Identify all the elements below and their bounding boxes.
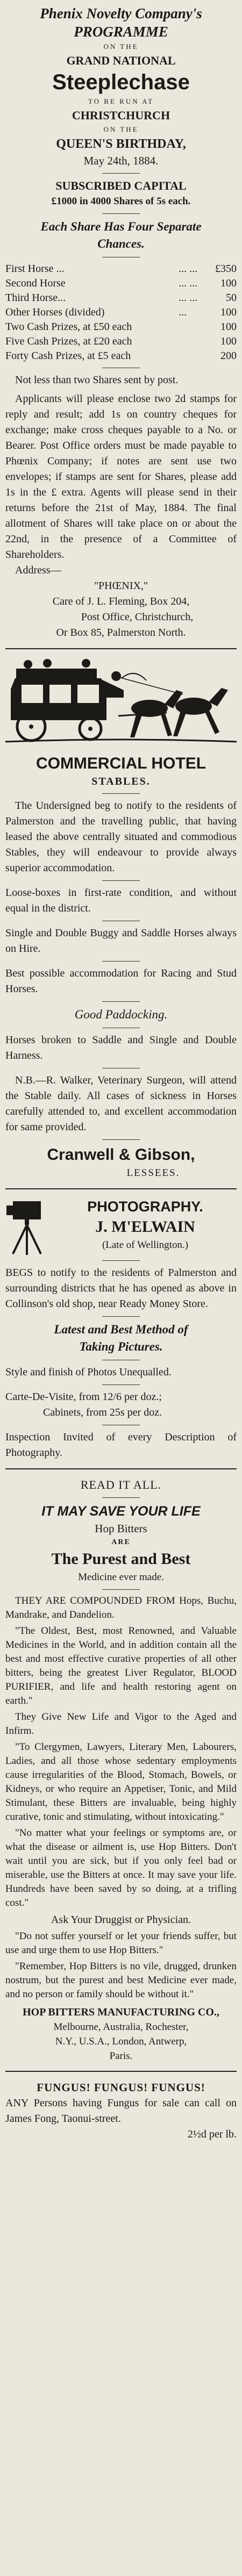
occasion: QUEEN'S BIRTHDAY, (56, 137, 186, 151)
hotel-body: The Undersigned beg to notify to the residents of Palmerston and the travelling public, that having leased the above centrally situated and commodious Stables, they will endeavour to provide always superior accommodation. (5, 800, 237, 874)
newspaper-column (5, 0, 237, 2142)
photographer-late: (Late of Wellington.) (102, 1239, 189, 1251)
fungus-body: ANY Persons having Fungus for sale can call on James Fong, Taonui-street. (5, 2097, 237, 2125)
table-row: Other Horses (divided) ... 100 (5, 306, 237, 318)
chances-line-2: Chances. (97, 237, 145, 250)
hop-read: READ IT ALL. (80, 1478, 162, 1491)
hotel-stables-advert (5, 657, 237, 1181)
photo-titles (54, 1197, 237, 1253)
section-divider (5, 2071, 237, 2072)
hop-clergymen: "To Clergymen, Lawyers, Literary Men, Labourers, Ladies, and all those whose sedentary employments cause irregularities of the Blood, Stomach, Bowels, or Kidneys, or who require an Appetiser, Tonic, and Mild Stimulant, these Bitters are invaluable, being highly curative, tonic and stimulating, without intoxicating." (5, 1741, 237, 1822)
event-name: GRAND NATIONAL (66, 54, 176, 67)
capital-text: £1000 in 4000 Shares of 5s each. (51, 196, 191, 207)
table-row: Forty Cash Prizes, at £5 each 200 (5, 350, 237, 362)
divider (102, 880, 140, 881)
race-date: May 24th, 1884. (83, 154, 159, 167)
prize-table (5, 262, 237, 363)
fungus-advert (5, 2079, 237, 2142)
divider (102, 1001, 140, 1002)
address-line-2: Post Office, Christchurch, (81, 611, 194, 623)
run-at-label: TO BE RUN AT (88, 97, 154, 105)
on-the-label: ON THE (103, 42, 139, 51)
capital-heading: SUBSCRIBED CAPITAL (55, 179, 187, 192)
photo-inspection: Inspection Invited of every Description of Photography. (5, 1431, 237, 1459)
on-the-label-2: ON THE (103, 125, 139, 133)
divider (102, 1139, 140, 1140)
divider (102, 1260, 140, 1261)
address-label: Address— (15, 564, 61, 576)
table-row: Third Horse... ... ... 50 (5, 292, 237, 304)
divider (102, 1384, 140, 1385)
programme-advert (5, 4, 237, 641)
photo-method-2: Taking Pictures. (79, 1340, 163, 1353)
chances-line-1: Each Share Has Four Separate (40, 220, 202, 233)
photo-carte: Carte-De-Visite, from 12/6 per doz.; (5, 1391, 162, 1403)
divider (102, 1316, 140, 1317)
hotel-lessees: LESSEES. (126, 1167, 180, 1179)
hop-compounded: THEY ARE COMPOUNDED FROM Hops, Buchu, Mandrake, and Dandelion. (5, 1595, 237, 1620)
company-name: Phenix Novelty Company's (40, 5, 202, 21)
address-name: "PHŒNIX," (94, 580, 148, 592)
address-line-3: Or Box 85, Palmerston North. (56, 627, 186, 638)
shares-note: Not less than two Shares sent by post. (15, 374, 179, 386)
hotel-broken: Horses broken to Saddle and Single and Double Harness. (5, 1034, 237, 1061)
photo-cabinets: Cabinets, from 25s per doz. (43, 1407, 162, 1418)
hop-cities-2: N.Y., U.S.A., London, Antwerp, (55, 2036, 187, 2047)
programme-heading: PROGRAMME (74, 24, 168, 40)
photographer-name: J. M'ELWAIN (95, 1218, 195, 1236)
hotel-buggy: Single and Double Buggy and Saddle Horses always on Hire. (5, 927, 237, 955)
hop-cities-3: Paris. (109, 2050, 133, 2062)
address-line-1: Care of J. L. Fleming, Box 204, (52, 595, 190, 607)
table-row: Five Cash Prizes, at £20 each 100 (5, 335, 237, 347)
divider (102, 793, 140, 794)
hotel-paddocking: Good Paddocking. (74, 1008, 168, 1021)
camera-on-tripod-icon (5, 1197, 54, 1256)
hotel-proprietors: Cranwell & Gibson, (47, 1146, 195, 1164)
photography-advert (5, 1197, 237, 1461)
programme-body: Applicants will please enclose two 2d stamps for reply and result; add 1s on country cheques for exchange; make cross cheques payable to a No. or Bearer. Post Office orders must be made payable to Phœnix Company; if notes are sent use two envelopes; if stamps are sent for Shares, please add 1s in the £ extra. Agents will please send in their returns before the 21st of May, 1884. The final allotment of Shares will take place on or about the 22nd, in the presence of a Committee of Shareholders. (5, 393, 237, 561)
hotel-loose-boxes: Loose-boxes in first-rate condition, and without equal in the district. (5, 887, 237, 914)
fungus-price: 2½d per lb. (187, 2128, 237, 2140)
hop-oldest: "The Oldest, Best, most Renowned, and Valuable Medicines in the World, and in addition contain all the best and most effective curative properties of all other bitters, being the greatest Liver Regulator, BLOOD PURIFIER, and life and health restoring agent on earth." (5, 1625, 237, 1706)
table-row: Second Horse ... ... 100 (5, 277, 237, 289)
hop-remember: "Remember, Hop Bitters is no vile, drugged, drunken nostrum, but the purest and best Medicine ever made, and no person or family should be without it." (5, 1961, 237, 2000)
photo-body: BEGS to notify to the residents of Palmerston and surrounding districts that he has opened as above in Collinson's old shop, near Ready Money Store. (5, 1267, 237, 1310)
stagecoach-with-horses-icon (5, 657, 237, 748)
hop-no-matter: "No matter what your feelings or symptoms are, or what the disease or ailment is, use Hop Bitters. Don't wait until you are sick, but if you only feel bad or miserable, use the Bitters at once. It may save your life. Hundreds have been saved by so doing, at a trifling cost." (5, 1827, 237, 1908)
divider (102, 1589, 140, 1590)
divider (102, 213, 140, 214)
photo-style: Style and finish of Photos Unequalled. (5, 1366, 172, 1378)
section-divider (5, 648, 237, 649)
hop-new-life: They Give New Life and Vigor to the Aged and Infirm. (5, 1711, 237, 1737)
hop-do-not: "Do not suffer yourself or let your friends suffer, but use and urge them to use Hop Bitters." (5, 1931, 237, 1956)
hop-cities-1: Melbourne, Australia, Rochester, (53, 2021, 189, 2033)
photo-header (5, 1197, 237, 1256)
hop-purest: The Purest and Best (51, 1550, 191, 1568)
hop-maker: HOP BITTERS MANUFACTURING CO., (23, 2006, 219, 2018)
hop-ask: Ask Your Druggist or Physician. (51, 1914, 191, 1926)
section-divider (5, 1468, 237, 1469)
hotel-nb: N.B.—R. Walker, Veterinary Surgeon, will attend the Stable daily. All cases of sickness in Horses carefully attended to, and excellent accommodation for same provided. (5, 1074, 237, 1133)
photo-title: PHOTOGRAPHY. (87, 1199, 203, 1215)
divider (102, 173, 140, 174)
hotel-subtitle: STABLES. (91, 776, 151, 787)
race-title: Steeplechase (52, 70, 190, 94)
hop-are: ARE (111, 1538, 131, 1546)
fungus-heading: FUNGUS! FUNGUS! FUNGUS! (37, 2081, 205, 2094)
hop-bitters-advert (5, 1477, 237, 2063)
section-divider (5, 1188, 237, 1189)
hotel-title: COMMERCIAL HOTEL (35, 755, 207, 772)
table-row: First Horse ... ... ... £350 (5, 263, 237, 275)
hop-headline: IT MAY SAVE YOUR LIFE (41, 1504, 201, 1519)
photo-method-1: Latest and Best Method of (54, 1323, 188, 1336)
hop-medicine: Medicine ever made. (78, 1572, 164, 1583)
place: CHRISTCHURCH (72, 109, 170, 122)
hop-product: Hop Bitters (95, 1522, 147, 1535)
table-row: Two Cash Prizes, at £50 each 100 (5, 321, 237, 333)
divider (102, 1497, 140, 1498)
hotel-best: Best possible accommodation for Racing and Stud Horses. (5, 967, 237, 995)
